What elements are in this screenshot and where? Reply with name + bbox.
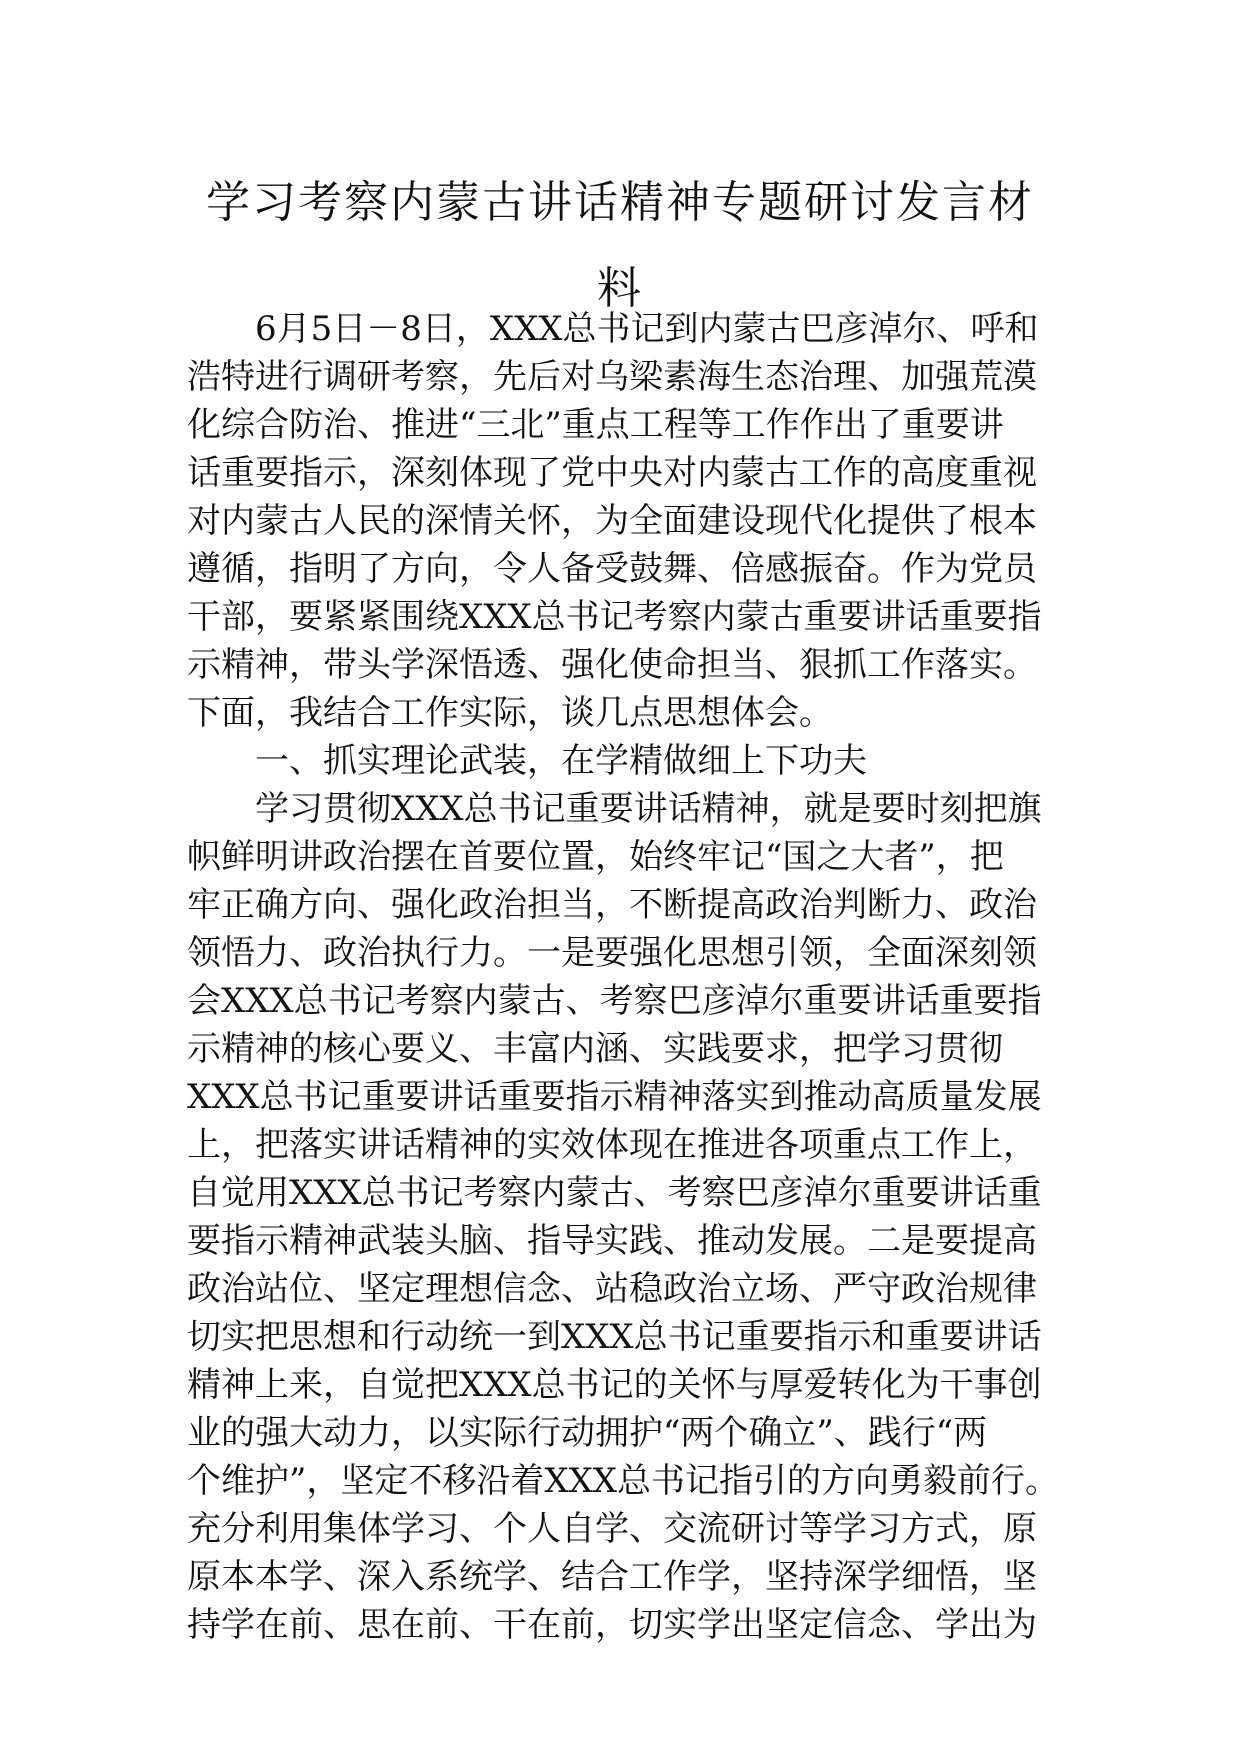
- document-title-line-1: 学习考察内蒙古讲话精神专题研讨发言材: [206, 177, 1034, 228]
- paragraph-1-line-8: 示精神，带头学深悟透、强化使命担当、狠抓工作落实。: [187, 645, 1037, 685]
- paragraph-2-line-13: 精神上来，自觉把XXX总书记的关怀与厚爱转化为干事创: [187, 1365, 1042, 1405]
- paragraph-1-line-4: 话重要指示，深刻体现了党中央对内蒙古工作的高度重视: [187, 453, 1037, 493]
- paragraph-2-line-1: 学习贯彻XXX总书记重要讲话精神，就是要时刻把旗: [255, 789, 1042, 829]
- paragraph-1-line-1: 6月5日－8日，XXX总书记到内蒙古巴彦淖尔、呼和: [255, 309, 1039, 349]
- paragraph-2-line-16: 充分利用集体学习、个人自学、交流研讨等学习方式，原: [187, 1509, 1037, 1549]
- paragraph-2-line-10: 要指示精神武装头脑、指导实践、推动发展。二是要提高: [187, 1221, 1037, 1261]
- paragraph-2-line-2: 帜鲜明讲政治摆在首要位置，始终牢记“国之大者”，把: [187, 837, 1004, 877]
- paragraph-1-line-5: 对内蒙古人民的深情关怀，为全面建设现代化提供了根本: [187, 501, 1037, 541]
- paragraph-2-line-6: 示精神的核心要义、丰富内涵、实践要求，把学习贯彻: [187, 1029, 1003, 1069]
- paragraph-2-line-17: 原本本学、深入系统学、结合工作学，坚持深学细悟，坚: [187, 1557, 1037, 1597]
- paragraph-2-line-5: 会XXX总书记考察内蒙古、考察巴彦淖尔重要讲话重要指: [187, 981, 1042, 1021]
- paragraph-2-line-8: 上，把落实讲话精神的实效体现在推进各项重点工作上，: [187, 1125, 1037, 1165]
- paragraph-1-line-3: 化综合防治、推进“三北”重点工程等工作作出了重要讲: [187, 405, 1004, 445]
- paragraph-2-line-7: XXX总书记重要讲话重要指示精神落实到推动高质量发展: [187, 1077, 1042, 1117]
- paragraph-2-line-3: 牢正确方向、强化政治担当，不断提高政治判断力、政治: [187, 885, 1037, 925]
- paragraph-2-line-4: 领悟力、政治执行力。一是要强化思想引领，全面深刻领: [187, 933, 1037, 973]
- paragraph-2-line-14: 业的强大动力，以实际行动拥护“两个确立”、践行“两: [187, 1413, 988, 1453]
- paragraph-2-line-11: 政治站位、坚定理想信念、站稳政治立场、严守政治规律: [187, 1269, 1037, 1309]
- paragraph-2-line-9: 自觉用XXX总书记考察内蒙古、考察巴彦淖尔重要讲话重: [187, 1173, 1042, 1213]
- paragraph-1-line-2: 浩特进行调研考察，先后对乌梁素海生态治理、加强荒漠: [187, 357, 1037, 397]
- paragraph-1-line-7: 干部，要紧紧围绕XXX总书记考察内蒙古重要讲话重要指: [187, 597, 1042, 637]
- section-heading-1: 一、抓实理论武装，在学精做细上下功夫: [255, 741, 867, 781]
- paragraph-1-line-9: 下面，我结合工作实际，谈几点思想体会。: [187, 693, 833, 733]
- paragraph-2-line-18: 持学在前、思在前、干在前，切实学出坚定信念、学出为: [187, 1605, 1037, 1645]
- paragraph-2-line-12: 切实把思想和行动统一到XXX总书记重要指示和重要讲话: [187, 1317, 1042, 1357]
- paragraph-2-line-15: 个维护”，坚定不移沿着XXX总书记指引的方向勇毅前行。: [187, 1461, 1059, 1501]
- paragraph-1-line-6: 遵循，指明了方向，令人备受鼓舞、倍感振奋。作为党员: [187, 549, 1037, 589]
- document-title-line-2: 料: [597, 263, 643, 314]
